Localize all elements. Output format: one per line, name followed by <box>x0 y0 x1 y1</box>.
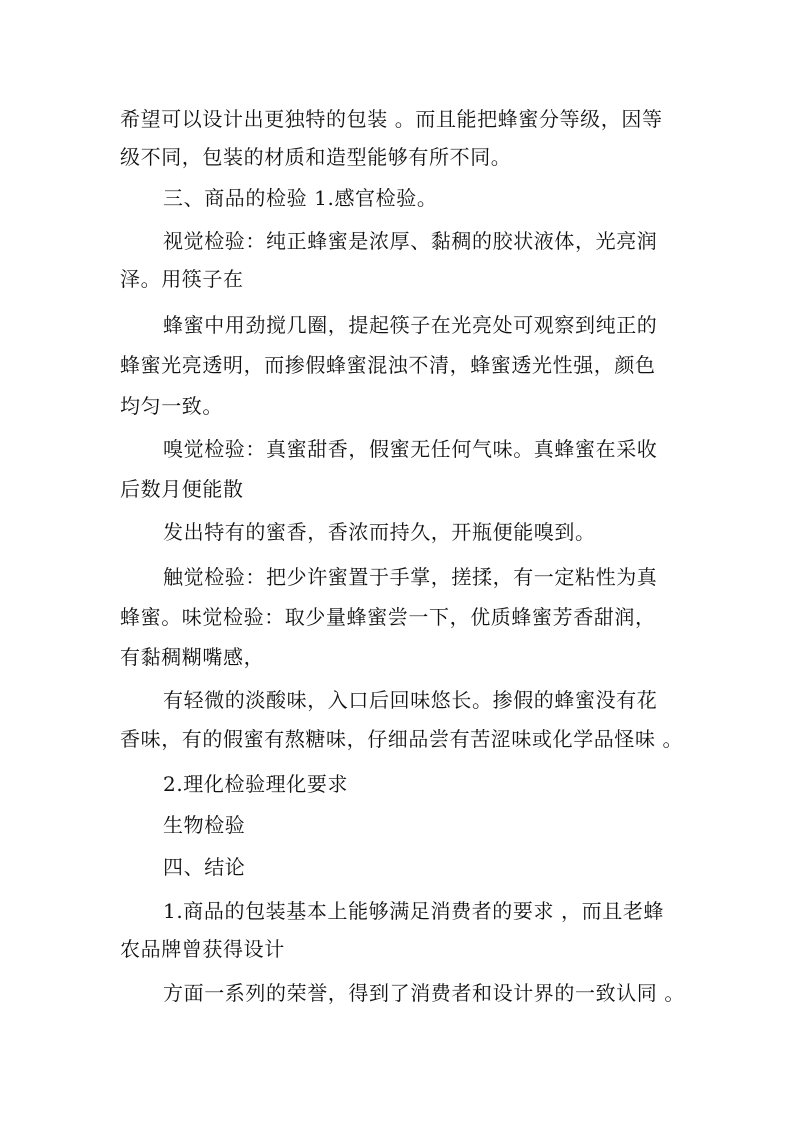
section-heading: 生物检验 <box>163 813 246 837</box>
section-heading: 2.理化检验理化要求 <box>163 772 349 796</box>
text-line: 发出特有的蜜香，香浓而持久，开瓶便能嗅到。 <box>163 520 596 544</box>
section-heading: 三、商品的检验 1.感官检验。 <box>163 186 438 210</box>
section-heading: 四、结论 <box>163 855 246 879</box>
text-line: 级不同，包装的材质和造型能够有所不同。 <box>120 145 512 169</box>
text-line: 有黏稠糊嘴感， <box>120 645 265 669</box>
text-line: 有轻微的淡酸味，入口后回味悠长。掺假的蜂蜜没有花 <box>163 688 658 712</box>
text-line: 视觉检验：纯正蜂蜜是浓厚、黏稠的胶状液体，光亮润 <box>163 229 658 253</box>
text-line: 希望可以设计出更独特的包装 。而且能把蜂蜜分等级，因等 <box>120 107 663 131</box>
text-line: 嗅觉检验：真蜜甜香，假蜜无任何气味。真蜂蜜在采收 <box>163 437 658 461</box>
text-line: 1.商品的包装基本上能够满足消费者的要求 ，而且老蜂 <box>163 899 665 923</box>
text-line: 蜂蜜光亮透明，而掺假蜂蜜混浊不清，蜂蜜透光性强，颜色 <box>120 353 656 377</box>
text-line: 后数月便能散 <box>120 477 244 501</box>
text-line: 农品牌曾获得设计 <box>120 937 285 961</box>
text-line: 触觉检验：把少许蜜置于手掌，搓揉，有一定粘性为真 <box>163 565 658 589</box>
text-line: 香味，有的假蜜有熬糖味，仔细品尝有苦涩味或化学品怪味 。 <box>120 727 684 751</box>
text-line: 方面一系列的荣誉，得到了消费者和设计界的一致认同 。 <box>163 981 685 1005</box>
text-line: 蜂蜜。味觉检验：取少量蜂蜜尝一下，优质蜂蜜芳香甜润， <box>120 605 656 629</box>
text-line: 蜂蜜中用劲搅几圈，提起筷子在光亮处可观察到纯正的 <box>163 313 658 337</box>
text-line: 均匀一致。 <box>120 394 223 418</box>
text-line: 泽。用筷子在 <box>120 267 244 291</box>
